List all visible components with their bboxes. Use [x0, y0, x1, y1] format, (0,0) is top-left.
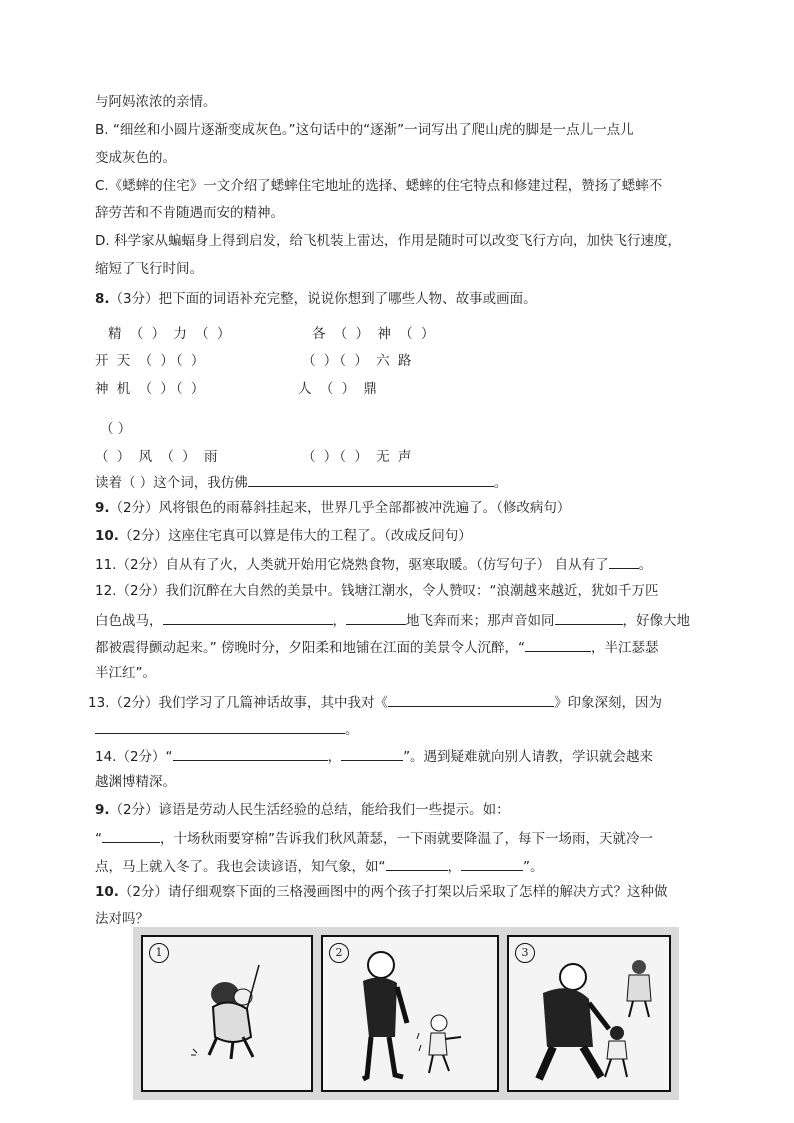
text: ，好像大地 [622, 613, 690, 629]
option-d: D. 科学家从蝙蝠身上得到启发，给飞机装上雷达，作用是随时可以改变飞行方向，加快飞行速度， [95, 233, 681, 249]
question-text: （2分）请仔细观察下面的三格漫画图中的两个孩子打架以后采取了怎样的解决方式？这种做 [118, 884, 668, 900]
period: 。 [638, 557, 653, 573]
idiom-blank[interactable]: （ ） [100, 421, 132, 437]
idiom-blank[interactable]: （ ） 风 （ ） 雨 [95, 449, 220, 465]
text: ， [447, 859, 461, 875]
text: ”。遇到疑难就向别人请教，学识就会越来 [403, 749, 654, 765]
question-9-line-3 [95, 856, 544, 876]
question-10-line-2: 法对吗？ [95, 911, 149, 927]
reading-prompt-text: 读着（ ）这个词，我仿佛 [95, 475, 248, 491]
idiom-blank[interactable]: （ ）（ ） 无 声 [302, 449, 414, 465]
panel-number: 3 [515, 943, 535, 963]
option-b-continued: 变成灰色的。 [95, 150, 176, 166]
period: 。 [345, 722, 359, 738]
question-11 [95, 554, 652, 574]
idiom-blank[interactable]: 开 天 （ ）（ ） [95, 353, 207, 369]
adult-and-crying-child-illustration [323, 937, 497, 1090]
idiom-blank[interactable]: 神 机 （ ）（ ） [95, 381, 207, 397]
answer-blank[interactable] [386, 856, 448, 871]
fighting-kids-illustration [143, 937, 311, 1090]
question-10 [95, 527, 472, 545]
question-13 [88, 692, 662, 712]
question-13-line-2 [95, 719, 359, 739]
text: 13.（2分）我们学习了几篇神话故事，其中我对《 [88, 695, 389, 711]
comic-panel-1 [141, 935, 313, 1092]
text: ，十场秋雨要穿棉”告诉我们秋风萧瑟，一下雨就要降温了，每下一场雨，天就冷一 [160, 831, 653, 847]
idiom-blank[interactable]: （ ）（ ） 六 路 [302, 353, 414, 369]
walking-together-illustration [509, 937, 669, 1090]
answer-blank[interactable] [102, 828, 160, 843]
idiom-blank[interactable]: 人 （ ） 鼎 [298, 381, 379, 397]
text: ， [332, 613, 346, 629]
answer-blank[interactable] [346, 610, 406, 625]
comic-strip [133, 927, 679, 1100]
question-text: （2分）谚语是劳动人民生活经验的总结，能给我们一些提示。如： [109, 802, 510, 818]
question-8 [95, 290, 537, 308]
question-number: 9. [95, 802, 110, 818]
question-14 [95, 746, 653, 766]
text: 都被震得颤动起来。” 傍晚时分，夕阳柔和地铺在江面的美景令人沉醉，“ [95, 640, 526, 656]
text: ，半江瑟瑟 [591, 640, 659, 656]
question-9 [95, 499, 570, 517]
period: 。 [493, 475, 508, 491]
comic-panel-3 [507, 935, 671, 1092]
text: ， [327, 749, 342, 765]
text: 白色战马， [95, 613, 163, 629]
question-text: （3分）把下面的词语补充完整，说说你想到了哪些人物、故事或画面。 [109, 291, 537, 307]
question-14-line-2: 越渊博精深。 [95, 774, 176, 790]
question-number: 9. [95, 500, 110, 516]
text: 》印象深刻，因为 [554, 695, 663, 711]
text: 14.（2分）“ [95, 749, 173, 765]
answer-blank[interactable] [461, 856, 523, 871]
question-12-line-2 [95, 610, 690, 630]
question-12-line-4: 半江红”。 [95, 665, 156, 681]
text: “ [95, 831, 102, 847]
question-9-line-2 [95, 828, 653, 848]
option-c-continued: 辞劳苦和不肯随遇而安的精神。 [95, 205, 284, 221]
answer-blank[interactable] [555, 610, 623, 625]
reading-prompt [95, 472, 507, 492]
answer-blank[interactable] [173, 746, 328, 761]
option-c: C.《蟋蟀的住宅》一文介绍了蟋蟀住宅地址的选择、蟋蟀的住宅特点和修建过程，赞扬了蟋蟀不 [95, 178, 663, 194]
panel-number: 1 [149, 943, 169, 963]
panel-number: 2 [329, 943, 349, 963]
question-12-line-3 [95, 637, 659, 657]
answer-blank[interactable] [248, 472, 494, 487]
answer-blank[interactable] [95, 719, 345, 734]
answer-blank[interactable] [525, 637, 591, 652]
question-9-proverb [95, 801, 510, 819]
text: 点，马上就入冬了。我也会读谚语，知气象，如“ [95, 859, 386, 875]
question-number: 8. [95, 291, 110, 307]
answer-blank[interactable] [341, 746, 403, 761]
answer-blank[interactable] [388, 692, 554, 707]
idiom-blank[interactable]: 各 （ ） 神 （ ） [312, 326, 437, 342]
idiom-blank[interactable]: 精 （ ） 力 （ ） [108, 326, 233, 342]
answer-blank[interactable] [609, 554, 639, 569]
question-number: 10. [95, 528, 119, 544]
question-10-comic [95, 883, 668, 901]
question-text: （2分）风将银色的雨幕斜挂起来，世界几乎全部都被冲洗遍了。（修改病句） [109, 500, 571, 516]
text: 地飞奔而来；那声音如同 [406, 613, 555, 629]
option-d-continued: 缩短了飞行时间。 [95, 261, 203, 277]
option-b: B. “细丝和小圆片逐渐变成灰色。”这句话中的“逐渐”一词写出了爬山虎的脚是一点儿一点儿 [95, 122, 634, 138]
comic-panel-2 [321, 935, 499, 1092]
answer-blank[interactable] [163, 610, 333, 625]
question-text: 11.（2分）自从有了火，人类就开始用它烧熟食物，驱寒取暖。（仿写句子） 自从有了 [95, 557, 609, 573]
question-12: 12.（2分）我们沉醉在大自然的美景中。钱塘江潮水，令人赞叹：“浪潮越来越近，犹如千万匹 [95, 583, 659, 599]
question-text: （2分）这座住宅真可以算是伟大的工程了。（改成反问句） [118, 528, 472, 544]
question-number: 10. [95, 884, 119, 900]
text: ”。 [523, 859, 544, 875]
option-a-continued: 与阿妈浓浓的亲情。 [95, 94, 217, 110]
